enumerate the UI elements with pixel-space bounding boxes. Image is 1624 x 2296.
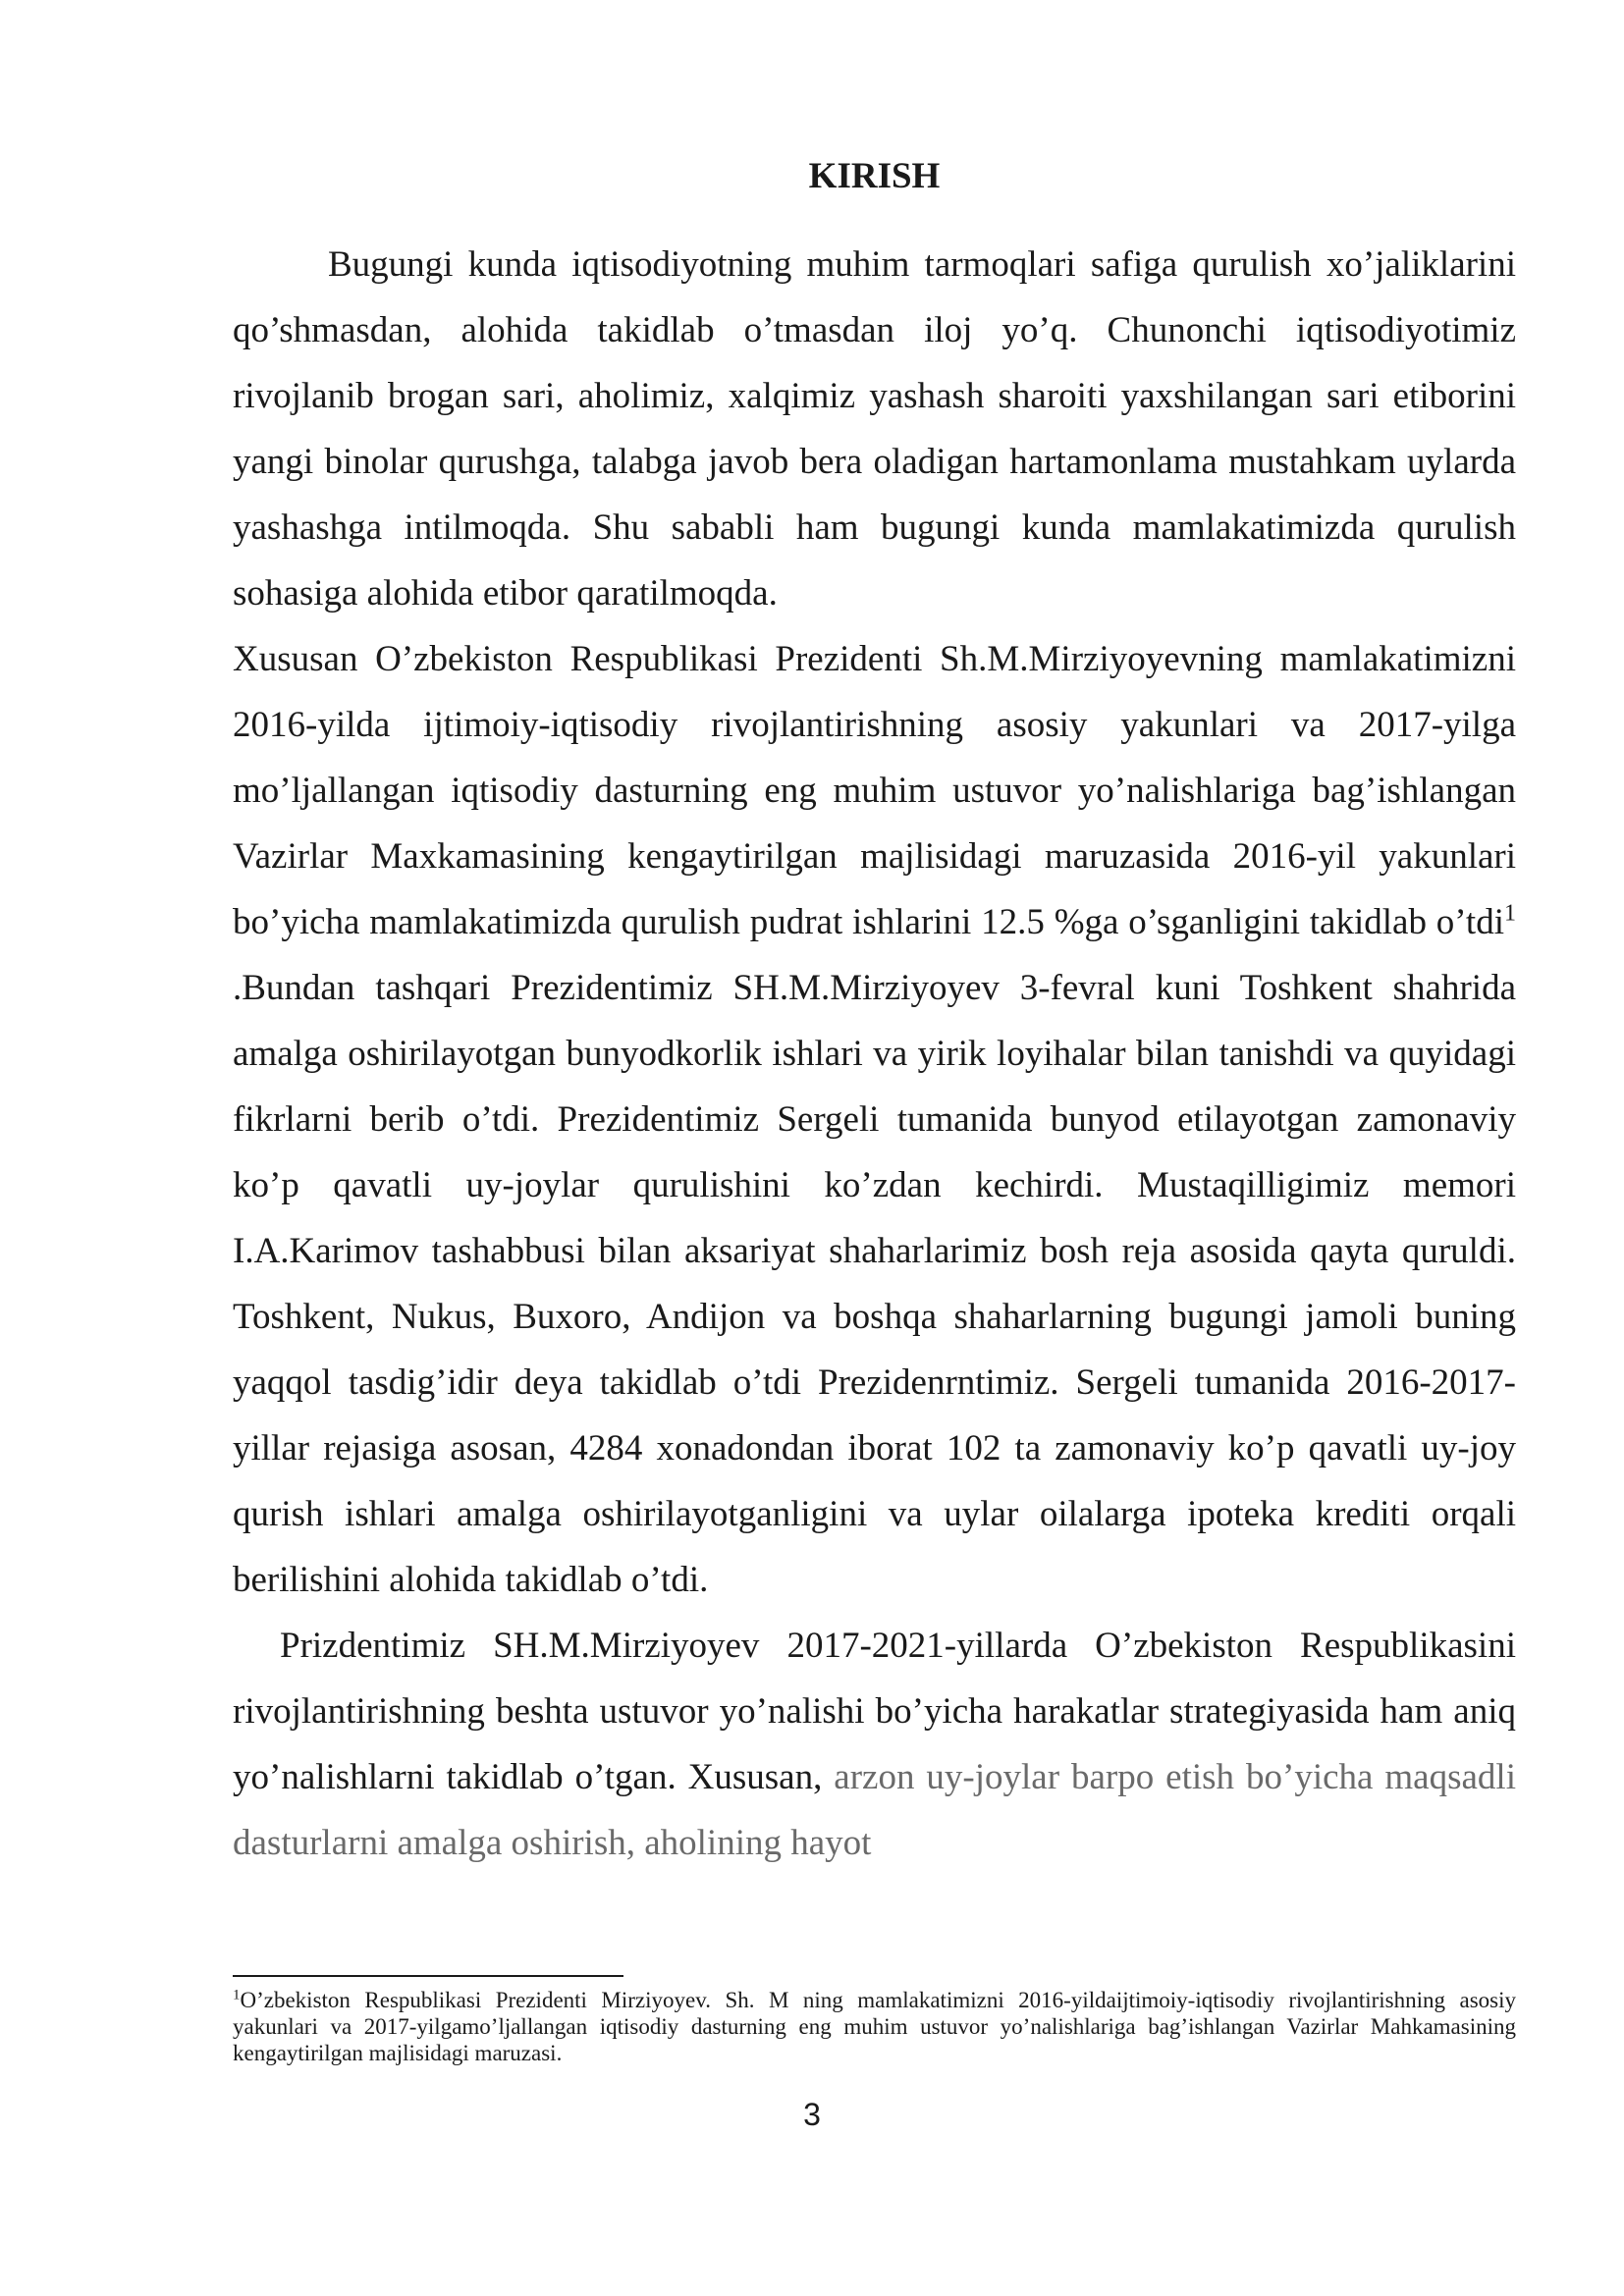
paragraph-1 bbox=[233, 232, 1516, 1613]
paragraph-2-part-2: arzon uy-joylar barpo etish bo’yicha maqsadli dasturlarni amalga oshirish, aholining hayot bbox=[233, 1757, 1516, 1863]
page-title: KIRISH bbox=[808, 156, 941, 196]
paragraph-1-part-3: .Bundan tashqari Prezidentimiz SH.M.Mirziyoyev 3-fevral kuni Toshkent shahrida amalga oshirilayotgan bunyodkorlik ishlari va yirik loyihalar bilan tanishdi va quyidagi fikrlarni berib o’tdi. Prezidentimiz Sergeli tumanida bunyod etilayotgan zamonaviy ko’p qavatli uy-joylar qurulishini ko’zdan kechirdi. Mustaqilligimiz memori I.A.Karimov tashabbusi bilan aksariyat shaharlarimiz bosh reja asosida qayta quruldi. Toshkent, Nukus, Buxoro, Andijon va boshqa shaharlarning bugungi jamoli buning yaqqol tasdig’idir deya takidlab o’tdi Prezidenrntimiz. Sergeli tumanida 2016-2017-yillar rejasiga asosan, 4284 xonadondan iborat 102 ta zamonaviy ko’p qavatli uy-joy qurish ishlari amalga oshirilayotganligini va uylar oilalarga ipoteka krediti orqali berilishini alohida takidlab o’tdi. bbox=[233, 968, 1516, 1600]
paragraph-2-part-1: Prizdentimiz SH.M.Mirziyoyev 2017-2021-yillarda O’zbekiston Respublikasini rivojlantirishning beshta ustuvor yo’nalishi bo’yicha harakatlar strategiyasida ham aniq yo’nalishlarni takidlab o’tgan. Xususan, bbox=[233, 1626, 1516, 1797]
footnote bbox=[233, 1987, 1516, 2066]
paragraph-1-part-2: Xususan O’zbekiston Respublikasi Prezidenti Sh.M.Mirziyoyevning mamlakatimizni 2016-yilda ijtimoiy-iqtisodiy rivojlantirishning asosiy yakunlari va 2017-yilga mo’ljallangan iqtisodiy dasturning eng muhim ustuvor yo’nalishlariga bag’ishlangan Vazirlar Maxkamasining kengaytirilgan majlisidagi maruzasida 2016-yil yakunlari bo’yicha mamlakatimizda qurulish pudrat ishlarini 12.5 %ga o’sganligini takidlab o’tdi bbox=[233, 639, 1516, 942]
body-text bbox=[233, 232, 1516, 1876]
paragraph-2 bbox=[233, 1613, 1516, 1876]
footnote-separator bbox=[233, 1975, 623, 1977]
footnote-text: O’zbekiston Respublikasi Prezidenti Mirziyoyev. Sh. M ning mamlakatimizni 2016-yildaijtimoiy-iqtisodiy rivojlantirishning asosiy yakunlari va 2017-yilgamo’ljallangan iqtisodiy dasturning eng muhim ustuvor yo’nalishlariga bag’ishlangan Vazirlar Mahkamasining kengaytirilgan majlisidagi maruzasi. bbox=[233, 1988, 1516, 2065]
page-number: 3 bbox=[803, 2097, 821, 2132]
paragraph-1-part-1: Bugungi kunda iqtisodiyotning muhim tarmoqlari safiga qurulish xo’jaliklarini qo’shmasdan, alohida takidlab o’tmasdan iloj yo’q. Chunonchi iqtisodiyotimiz rivojlanib brogan sari, aholimiz, xalqimiz yashash sharoiti yaxshilangan sari etiborini yangi binolar qurushga, talabga javob bera oladigan hartamonlama mustahkam uylarda yashashga intilmoqda. Shu sababli ham bugungi kunda mamlakatimizda qurulish sohasiga alohida etibor qaratilmoqda. bbox=[233, 244, 1516, 614]
footnote-reference[interactable]: 1 bbox=[1504, 900, 1516, 927]
footnote-mark: 1 bbox=[233, 1987, 241, 2003]
